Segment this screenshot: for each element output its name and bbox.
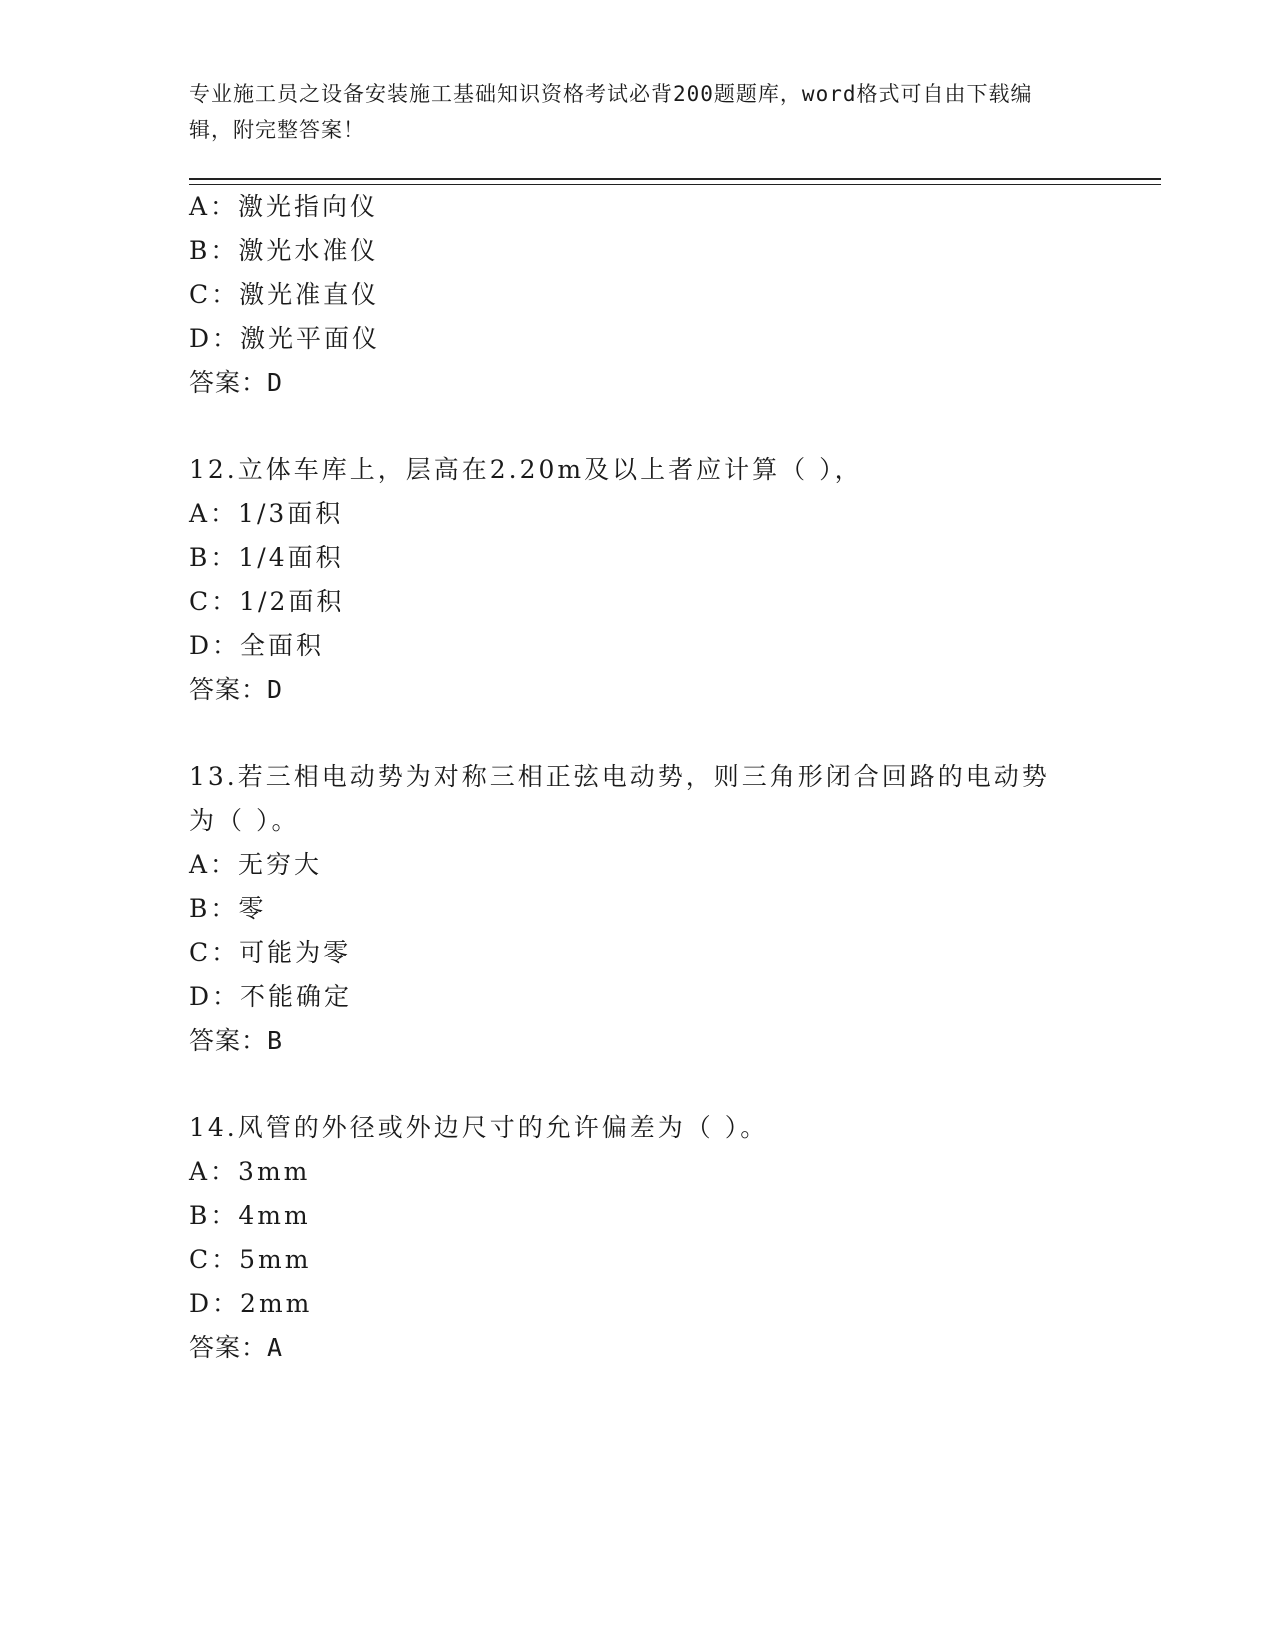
q12-option-a: A：1/3面积 (189, 499, 344, 528)
q13-option-c: C：可能为零 (189, 938, 352, 967)
q12-option-b: B：1/4面积 (189, 543, 344, 572)
q13-stem-line1: 13.若三相电动势为对称三相正弦电动势，则三角形闭合回路的电动势 (189, 762, 1050, 791)
q14-option-a: A：3mm (189, 1157, 311, 1186)
q14-stem: 14.风管的外径或外边尺寸的允许偏差为（ ）。 (189, 1113, 769, 1142)
q12-option-c: C：1/2面积 (189, 587, 345, 616)
q14-option-c: C：5mm (189, 1245, 312, 1274)
header-divider (189, 178, 1161, 180)
q11-option-a: A：激光指向仪 (189, 192, 379, 221)
q14-answer: 答案：A (189, 1333, 284, 1362)
q13-stem-line2: 为（ ）。 (189, 806, 300, 835)
q12-answer: 答案：D (189, 675, 284, 704)
q11-option-c: C：激光准直仪 (189, 280, 380, 309)
q11-option-d: D：激光平面仪 (189, 324, 381, 353)
q12-stem: 12.立体车库上，层高在2.20m及以上者应计算（ ）， (189, 455, 863, 484)
q13-option-d: D：不能确定 (189, 982, 353, 1011)
q13-option-a: A：无穷大 (189, 850, 323, 879)
q14-option-d: D：2mm (189, 1289, 313, 1318)
document-header: 专业施工员之设备安装施工基础知识资格考试必背200题题库，word格式可自由下载编辑，附完整答案！ (189, 82, 1033, 142)
q11-option-b: B：激光水准仪 (189, 236, 379, 265)
q14-option-b: B：4mm (189, 1201, 311, 1230)
q11-answer: 答案：D (189, 368, 284, 397)
q12-option-d: D：全面积 (189, 631, 325, 660)
q13-answer: 答案：B (189, 1026, 284, 1055)
q13-option-b: B：零 (189, 894, 267, 923)
header-divider-thin (189, 184, 1161, 185)
